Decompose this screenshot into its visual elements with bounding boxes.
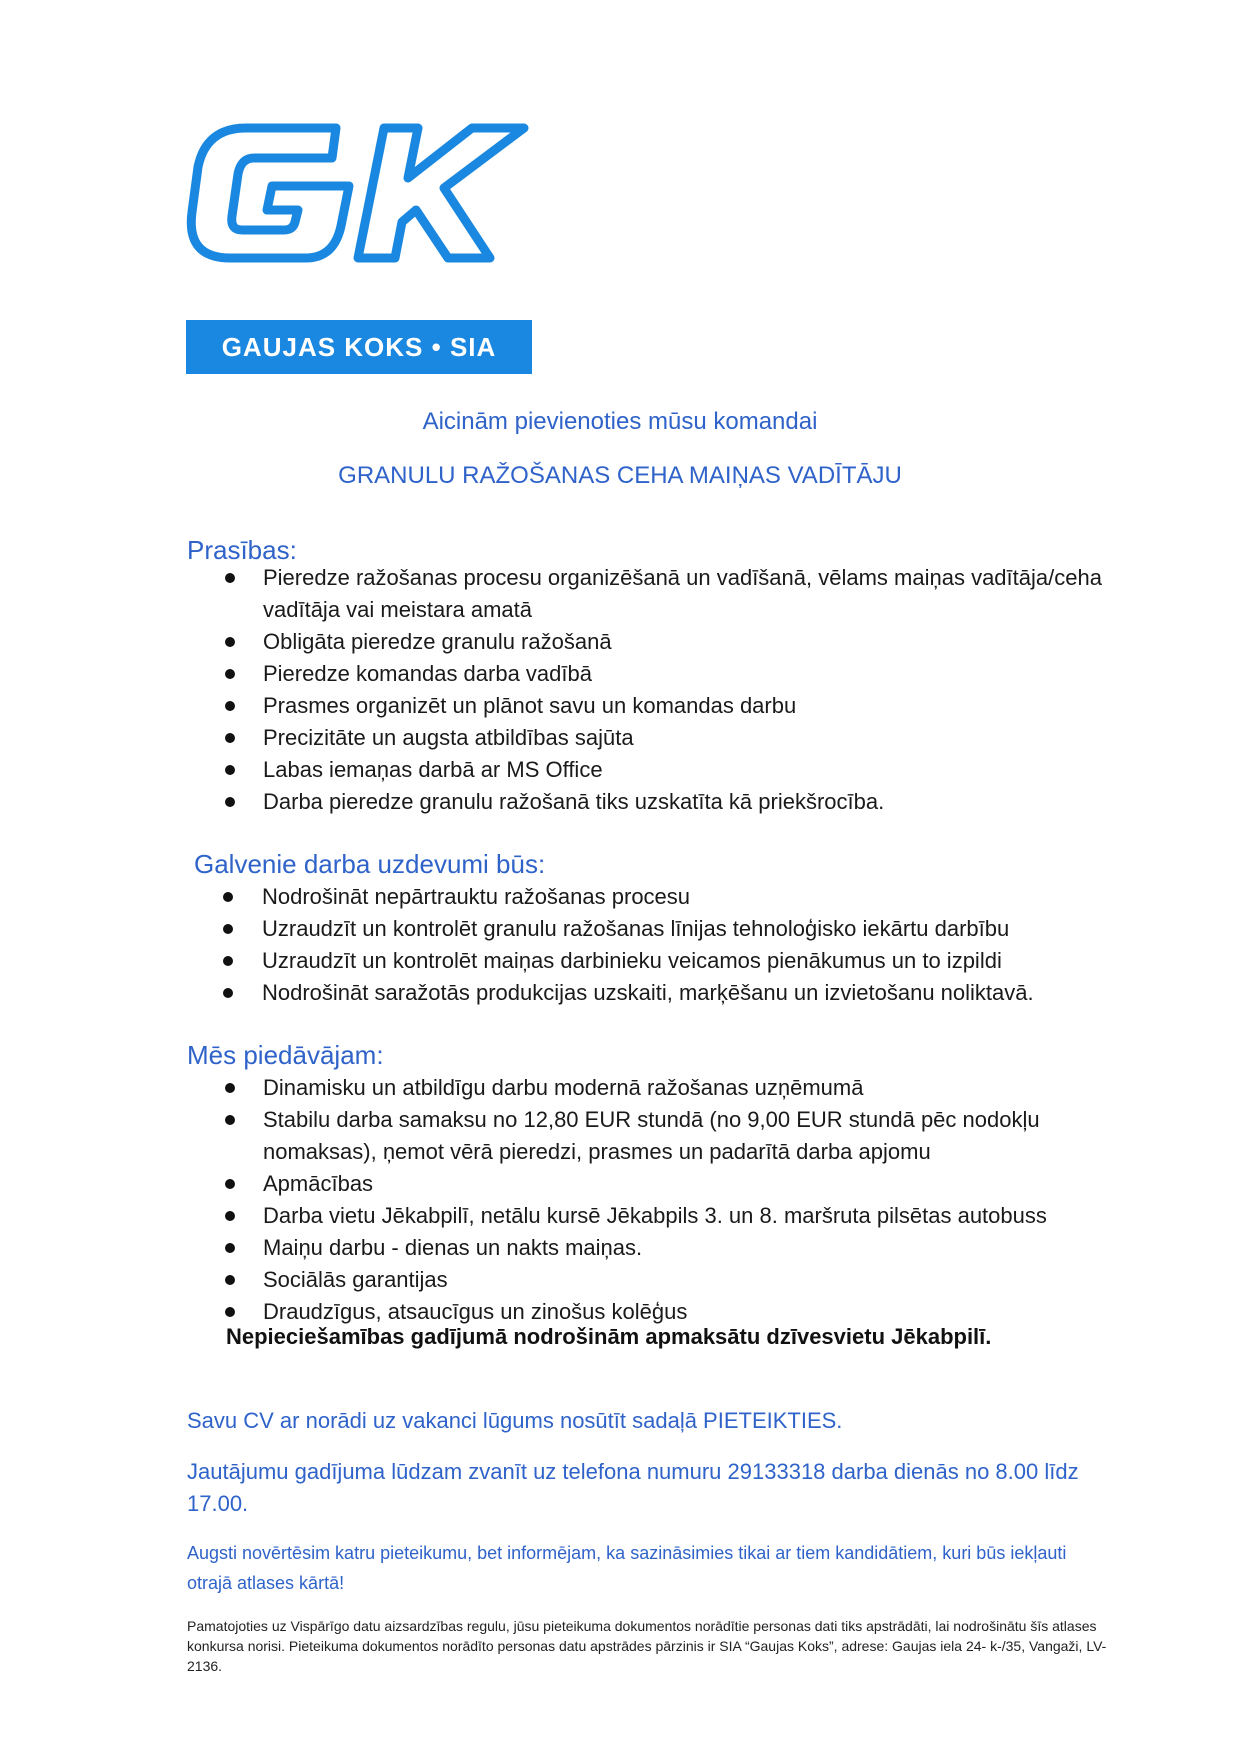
bullet-icon	[223, 988, 233, 998]
bullet-icon	[225, 637, 235, 647]
list-item-text: Pieredze komandas darba vadībā	[263, 661, 592, 686]
list-item	[263, 754, 1143, 786]
housing-note: Nepieciešamības gadījumā nodrošinām apmaksātu dzīvesvietu Jēkabpilī.	[226, 1324, 992, 1349]
tasks-list	[262, 881, 1162, 1009]
bullet-icon	[225, 1083, 235, 1093]
offer-heading: Mēs piedāvājam:	[187, 1040, 384, 1070]
gk-logo-graphic	[186, 122, 532, 378]
privacy-footer: Pamatojoties uz Vispārīgo datu aizsardzības regulu, jūsu pieteikuma dokumentos norādītie personas dati tiks apstrādāti, lai nodrošinātu šīs atlases konkursa norisi. Pieteikuma dokumentos norādīto personas datu apstrādes pārzinis ir SIA “Gaujas Koks”, adrese: Gaujas iela 24- k-/35, Vangaži, LV-2136.	[187, 1618, 1107, 1674]
list-item	[262, 913, 1162, 945]
list-item	[262, 881, 1162, 913]
bullet-icon	[225, 1211, 235, 1221]
list-item	[263, 690, 1143, 722]
bullet-icon	[225, 1275, 235, 1285]
list-item-text: Draudzīgus, atsaucīgus un zinošus kolēģus	[263, 1299, 688, 1324]
bullet-icon	[225, 701, 235, 711]
list-item-text: Apmācības	[263, 1171, 374, 1196]
list-item	[263, 1200, 1143, 1232]
bullet-icon	[223, 956, 233, 966]
bullet-icon	[225, 765, 235, 775]
list-item-text: Maiņu darbu - dienas un nakts maiņas.	[263, 1235, 643, 1260]
list-item-text: Uzraudzīt un kontrolēt maiņas darbinieku veicamos pienākumus un to izpildi	[262, 948, 1002, 973]
bullet-icon	[225, 1307, 235, 1317]
bullet-icon	[225, 1243, 235, 1253]
bullet-icon	[225, 669, 235, 679]
list-item-text: Precizitāte un augsta atbildības sajūta	[263, 725, 634, 750]
bullet-icon	[225, 1179, 235, 1189]
list-item	[263, 722, 1143, 754]
tasks-heading: Galvenie darba uzdevumi būs:	[194, 849, 546, 879]
bullet-icon	[225, 797, 235, 807]
list-item-text: Pieredze ražošanas procesu organizēšanā un vadīšanā, vēlams maiņas vadītāja/ceha vadītāja vai meistara amatā	[263, 565, 1102, 622]
bullet-icon	[225, 1115, 235, 1125]
list-item-text: Dinamisku un atbildīgu darbu modernā ražošanas uzņēmumā	[263, 1075, 864, 1100]
list-item	[263, 1072, 1143, 1104]
list-item-text: Darba pieredze granulu ražošanā tiks uzskatīta kā priekšrocība.	[263, 789, 885, 814]
list-item	[263, 1104, 1143, 1168]
logo-letter-g	[191, 128, 349, 258]
list-item	[263, 562, 1143, 626]
company-logo	[186, 122, 532, 378]
requirements-heading: Prasības:	[187, 535, 297, 565]
list-item	[263, 1264, 1143, 1296]
list-item-text: Nodrošināt saražotās produkcijas uzskaiti, marķēšanu un izvietošanu noliktavā.	[262, 980, 1034, 1005]
list-item-text: Prasmes organizēt un plānot savu un komandas darbu	[263, 693, 797, 718]
list-item-text: Stabilu darba samaksu no 12,80 EUR stundā (no 9,00 EUR stundā pēc nodokļu nomaksas), ņemot vērā pieredzi, prasmes un padarītā darba apjomu	[263, 1107, 1040, 1164]
selection-notice: Augsti novērtēsim katru pieteikumu, bet informējam, ka sazināsimies tikai ar tiem kandidātiem, kuri būs iekļauti otrajā atlases kārtā!	[187, 1543, 1067, 1593]
list-item-text: Labas iemaņas darbā ar MS Office	[263, 757, 603, 782]
invite-line: Aicinām pievienoties mūsu komandai	[422, 408, 818, 435]
list-item	[263, 658, 1143, 690]
list-item-text: Nodrošināt nepārtrauktu ražošanas procesu	[262, 884, 691, 909]
bullet-icon	[223, 924, 233, 934]
logo-letter-k	[358, 128, 524, 258]
list-item	[263, 786, 1143, 818]
list-item	[262, 945, 1162, 977]
list-item	[263, 626, 1143, 658]
list-item-text: Darba vietu Jēkabpilī, netālu kursē Jēkabpils 3. un 8. maršruta pilsētas autobuss	[263, 1203, 1047, 1228]
phone-instruction: Jautājumu gadījuma lūdzam zvanīt uz telefona numuru 29133318 darba dienās no 8.00 līdz 17.00.	[187, 1459, 1079, 1516]
list-item	[263, 1232, 1143, 1264]
list-item	[262, 977, 1162, 1009]
requirements-list	[263, 562, 1143, 818]
offer-list	[263, 1072, 1143, 1328]
list-item	[263, 1168, 1143, 1200]
bullet-icon	[225, 733, 235, 743]
list-item-text: Sociālās garantijas	[263, 1267, 448, 1292]
list-item-text: Obligāta pieredze granulu ražošanā	[263, 629, 612, 654]
apply-instruction: Savu CV ar norādi uz vakanci lūgums nosūtīt sadaļā PIETEIKTIES.	[187, 1408, 843, 1433]
position-title: GRANULU RAŽOŠANAS CEHA MAIŅAS VADĪTĀJU	[338, 462, 902, 489]
bullet-icon	[225, 573, 235, 583]
list-item-text: Uzraudzīt un kontrolēt granulu ražošanas līnijas tehnoloģisko iekārtu darbību	[262, 916, 1010, 941]
bullet-icon	[223, 892, 233, 902]
logo-company-text: GAUJAS KOKS • SIA	[221, 332, 497, 362]
